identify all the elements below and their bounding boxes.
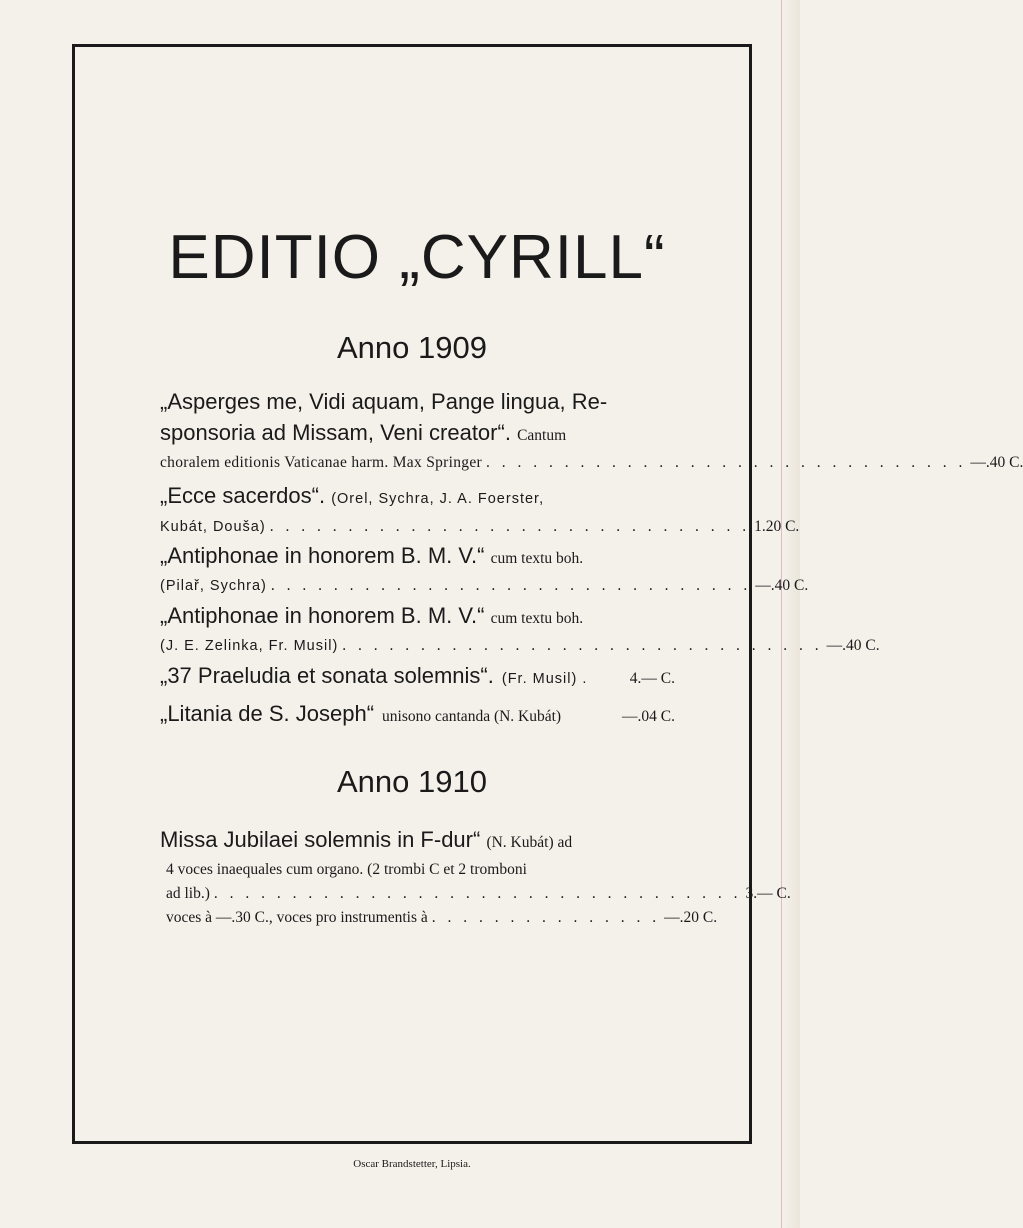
entry-subtitle: cum textu boh.: [490, 550, 584, 567]
entry-title-line: [160, 660, 675, 695]
catalog-entry: [160, 600, 880, 658]
catalog-entry: [160, 698, 675, 732]
catalog-entry: [160, 480, 800, 539]
entry-price: 3.— C.: [745, 885, 791, 902]
year-heading-1909: Anno 1909: [337, 330, 487, 365]
entry-title: Missa Jubilaei solemnis in F-dur“: [160, 827, 481, 852]
year-heading-1910: Anno 1910: [337, 764, 487, 799]
entry-price: —.40 C.: [755, 577, 809, 594]
entry-title-line: [160, 480, 675, 515]
entry-price-line: [160, 515, 800, 539]
entry-price-line: [160, 574, 809, 598]
entry-price-line: [160, 634, 880, 658]
entry-price: 4.— C.: [629, 670, 675, 687]
entry-price-line: [160, 882, 791, 906]
entry-title: „Antiphonae in honorem B. M. V.“: [160, 543, 485, 568]
entry-subtitle: Cantum: [517, 427, 567, 444]
page-title: EDITIO „CYRILL“: [168, 223, 666, 292]
entry-title: „37 Praeludia et sonata solemnis“.: [160, 663, 494, 688]
entry-price: 1.20 C.: [754, 518, 800, 535]
entry-subtitle: (Orel, Sychra, J. A. Foerster,: [331, 491, 545, 507]
entry-description-line: [160, 858, 675, 882]
paper-edge: [781, 0, 800, 1228]
entry-description: (Pilař, Sychra): [160, 578, 267, 594]
entry-description: 4 voces inaequales cum organo. (2 trombi C et 2 tromboni: [166, 861, 527, 878]
entry-description: voces à —.30 C., voces pro instrumentis à: [166, 909, 428, 926]
entry-description: choralem editionis Vaticanae harm. Max Springer: [160, 454, 482, 471]
entry-title: „Antiphonae in honorem B. M. V.“: [160, 603, 485, 628]
entry-title-line: [160, 600, 675, 634]
entry-subtitle: (N. Kubát) ad: [486, 834, 573, 851]
entry-description: Kubát, Douša): [160, 519, 266, 535]
entry-description: (J. E. Zelinka, Fr. Musil): [160, 638, 339, 654]
entry-title: sponsoria ad Missam, Veni creator“.: [160, 420, 511, 445]
leader-dots: . . . . . . . . . . . . . . . . . . . . . . . . . . . . . . .: [270, 577, 752, 594]
entry-title: „Litania de S. Joseph“: [160, 701, 375, 726]
entry-description: ad lib.): [166, 885, 210, 902]
entry-title-line: [160, 417, 675, 451]
entry-subtitle: (Fr. Musil) .: [501, 671, 588, 687]
catalog-entry: [160, 824, 791, 930]
entry-title-line: [160, 540, 675, 574]
entry-subtitle: cum textu boh.: [490, 610, 584, 627]
entry-price-line: [160, 906, 718, 930]
entry-price: —.04 C.: [622, 708, 675, 725]
catalog-entry: [160, 386, 1023, 475]
entry-price: —.40 C.: [970, 454, 1023, 471]
leader-dots: . . . . . . . . . . . . . . . . . . . . . . . . . . . . . . . . . .: [213, 885, 742, 902]
entry-title-line: [160, 824, 675, 858]
entry-title-line: „Asperges me, Vidi aquam, Pange lingua, Re-: [160, 389, 608, 414]
publisher-footer: Oscar Brandstetter, Lipsia.: [353, 1158, 471, 1170]
leader-dots: . . . . . . . . . . . . . . .: [431, 909, 661, 926]
entry-price: —.40 C.: [826, 637, 880, 654]
leader-dots: . . . . . . . . . . . . . . . . . . . . . . . . . . . . . . .: [269, 518, 751, 535]
entry-title: „Ecce sacerdos“.: [160, 483, 326, 508]
catalog-entry: [160, 660, 675, 695]
entry-title-line: [160, 698, 675, 732]
entry-subtitle: unisono cantanda (N. Kubát): [382, 708, 562, 725]
leader-dots: . . . . . . . . . . . . . . . . . . . . . . . . . . . . . . .: [486, 454, 967, 471]
entry-price-line: [160, 451, 1023, 475]
leader-dots: . . . . . . . . . . . . . . . . . . . . . . . . . . . . . . .: [342, 637, 823, 654]
catalog-entry: [160, 540, 809, 598]
entry-price: —.20 C.: [664, 909, 718, 926]
